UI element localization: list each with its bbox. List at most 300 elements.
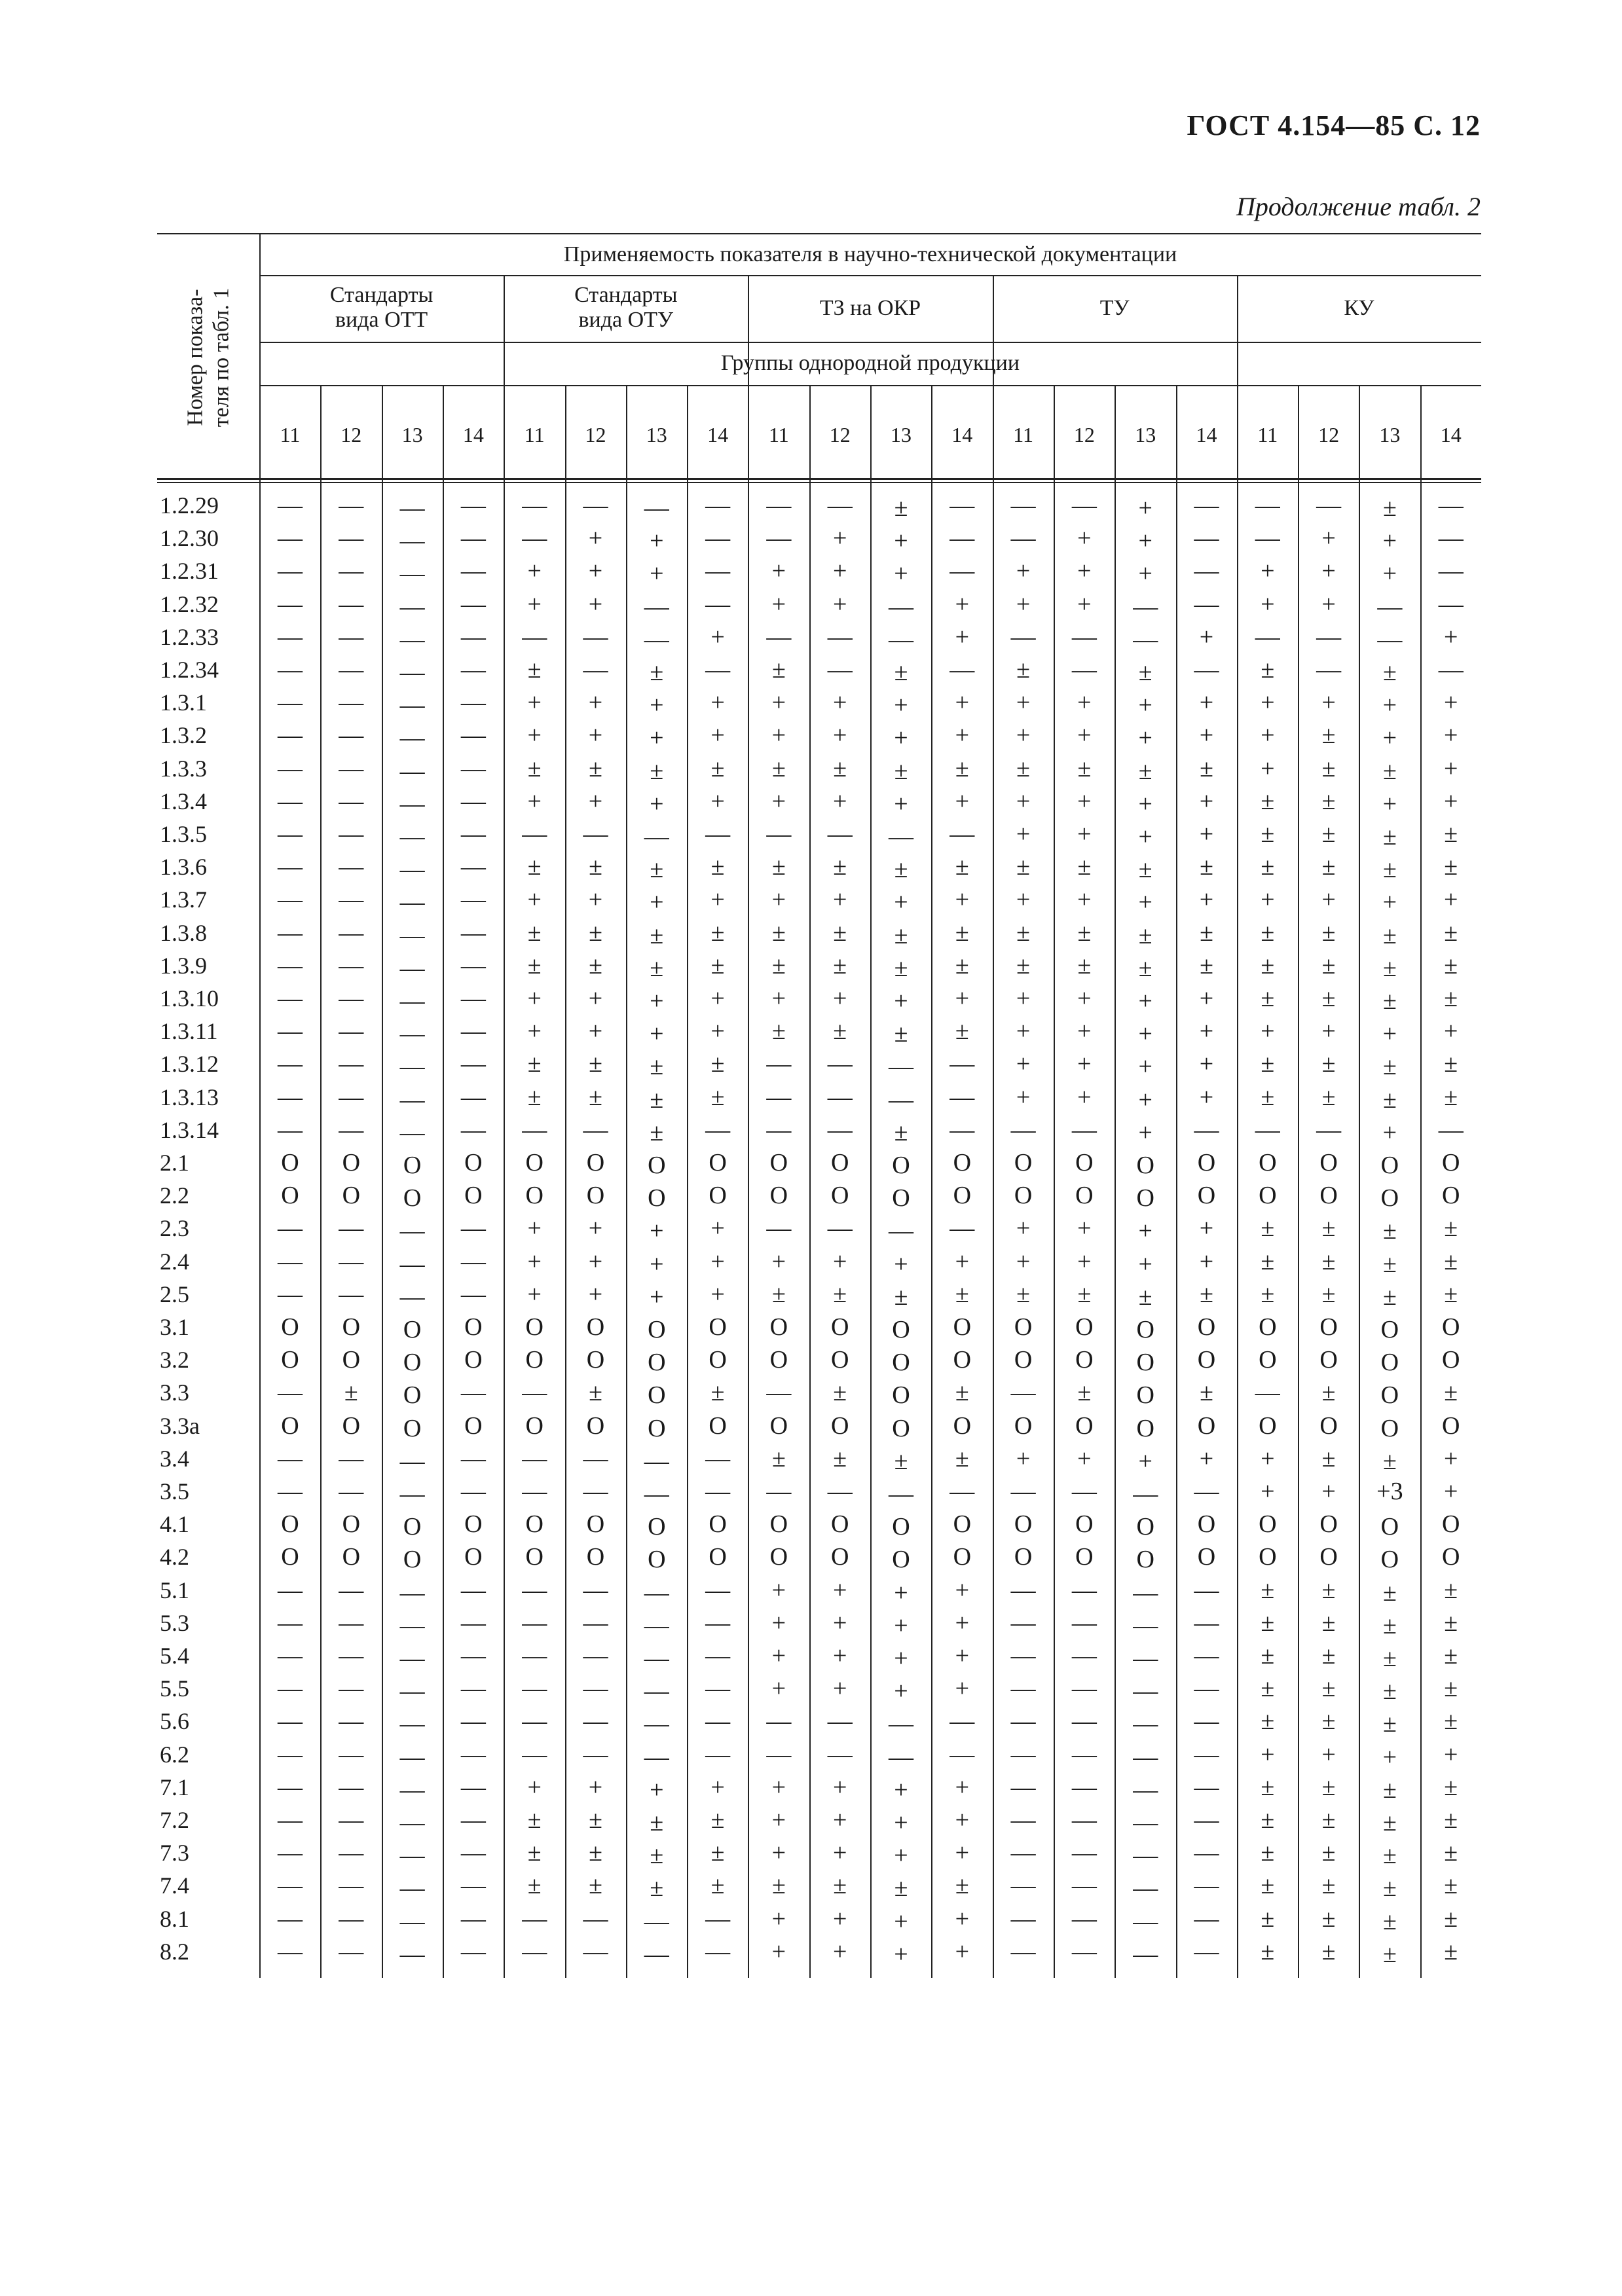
table-cell: + [894,1940,908,1968]
table-cell: O [1441,1543,1460,1571]
table-cell: ± [955,1444,969,1472]
table-cell: O [342,1182,361,1210]
table-cell: — [460,1247,486,1275]
table-cell: ± [955,754,969,782]
table-cell: — [1377,592,1403,621]
table-cell: ± [1444,1937,1458,1965]
table-cell: — [339,1675,364,1703]
table-cell: ± [1138,856,1152,884]
table-cell: — [889,1217,913,1245]
table-cell: O [1380,1316,1399,1343]
table-cell: — [644,823,669,850]
table-cell: + [771,985,786,1012]
table-cell: + [894,987,908,1015]
row-label: 2.5 [160,1281,189,1307]
table-cell: + [1443,1478,1458,1505]
table-cell: ± [1382,987,1397,1015]
table-cell: + [1261,1740,1275,1768]
table-cell: ± [1321,1773,1336,1801]
table-cell: ± [1016,853,1031,881]
table-cell: O [464,1346,483,1374]
row-label: 1.3.5 [160,821,207,847]
table-cell: — [460,1478,486,1505]
table-cell: O [769,1182,788,1210]
table-cell: — [339,1609,364,1637]
table-cell: + [1261,557,1275,585]
table-cell: ± [1321,919,1336,947]
table-cell: ± [1321,1839,1336,1867]
table-cell: O [403,1513,422,1541]
table-cell: ± [1382,1710,1397,1738]
table-cell: O [648,1349,666,1377]
column-number: 13 [401,423,423,446]
table-cell: — [399,1283,425,1311]
table-cell: O [1136,1349,1154,1377]
table-cell: — [1316,1116,1342,1144]
table-cell: — [399,724,425,752]
table-cell: + [588,1773,603,1801]
table-cell: — [460,853,486,881]
table-cell: + [710,1280,725,1308]
table-cell: ± [650,659,664,686]
table-cell: — [460,656,486,683]
table-cell: + [527,590,542,618]
table-cell: + [527,787,542,815]
table-cell: — [949,1083,975,1111]
table-cell: O [586,1510,605,1539]
rule-head-end [157,478,1481,480]
table-cell: + [1138,724,1152,752]
table-cell: O [1136,1381,1154,1410]
table-cell: O [1259,1346,1277,1374]
table-cell: — [705,557,731,585]
table-cell: — [705,1740,731,1768]
table-cell: + [1138,1447,1152,1475]
table-cell: O [1014,1346,1033,1374]
table-cell: — [705,656,731,683]
table-cell: — [949,656,975,683]
table-cell: — [399,954,425,982]
table-cell: ± [589,1050,602,1078]
table-cell: + [955,1576,970,1604]
row-label: 1.2.30 [160,525,219,552]
table-cell: + [771,1839,786,1867]
table-cell: — [399,757,425,785]
table-cell: — [766,524,792,553]
row-label: 1.3.7 [160,886,207,913]
table-cell: — [583,492,608,519]
column-number: 14 [1440,423,1462,446]
table-cell: O [1136,1184,1154,1212]
table-cell: — [460,492,486,519]
table-cell: ± [710,1806,725,1834]
table-cell: + [1199,1444,1214,1472]
table-cell: — [1010,1773,1036,1801]
table-cell: + [771,1904,786,1933]
table-cell: + [832,721,847,750]
table-cell: — [1133,1809,1158,1836]
table-cell: + [588,1247,603,1275]
table-cell: + [1077,886,1092,914]
table-cell: + [1138,691,1152,720]
table-cell: — [583,656,608,683]
table-cell: + [650,1250,664,1278]
table-cell: O [1075,1510,1094,1539]
table-cell: — [460,1379,486,1407]
table-cell: + [1199,787,1214,815]
table-cell: — [1071,1872,1097,1900]
table-cell: O [892,1414,910,1442]
table-cell: ± [894,1283,908,1311]
table-cell: ± [344,1379,358,1407]
table-cell: O [464,1149,483,1176]
table-cell: ± [1382,1645,1397,1672]
table-cell: ± [833,1379,847,1407]
table-cell: ± [1016,656,1031,683]
table-cell: ± [1444,1839,1458,1867]
table-cell: ± [527,919,542,947]
table-cell: O [648,1152,666,1179]
table-cell: + [1199,1247,1214,1275]
table-cell: + [1443,1740,1458,1768]
table-cell: ± [1138,659,1152,686]
table-cell: ± [1321,721,1336,750]
table-cell: — [460,689,486,717]
table-cell: — [766,623,792,651]
table-cell: — [644,494,669,522]
table-cell: ± [1261,1576,1275,1604]
table-cell: O [1197,1412,1216,1440]
table-cell: — [339,1806,364,1834]
row-label: 1.3.3 [160,755,207,782]
table-cell: — [1194,524,1219,553]
row-label: 3.3а [160,1412,200,1439]
table-cell: — [1438,590,1464,618]
table-cell: O [1319,1149,1338,1176]
table-cell: ± [1382,856,1397,884]
table-cell: O [1014,1543,1033,1571]
row-label: 3.5 [160,1478,189,1504]
table-cell: — [1071,1806,1097,1834]
table-cell: — [460,1642,486,1669]
table-cell: ± [1382,1874,1397,1903]
table-cell: — [278,787,303,815]
table-cell: O [525,1182,544,1210]
table-cell: + [588,590,603,618]
table-cell: ± [1444,853,1458,881]
table-cell: ± [1444,1609,1458,1637]
table-cell: — [278,1083,303,1111]
table-cell: O [342,1510,361,1539]
table-cell: — [1194,656,1219,683]
table-cell: + [1016,689,1031,717]
row-label: 1.3.1 [160,689,207,716]
table-cell: — [827,1214,853,1243]
table-cell: + [955,886,970,914]
table-cell: + [894,1677,908,1705]
row-label: 1.3.8 [160,919,207,946]
table-cell: — [766,492,792,519]
table-cell: — [705,1675,731,1703]
table-cell: — [278,1642,303,1669]
table-cell: + [832,985,847,1012]
table-cell: ± [650,1053,664,1081]
table-cell: — [1010,1707,1036,1736]
table-cell: — [399,659,425,686]
table-cell: O [403,1316,422,1343]
table-cell: ± [1321,1214,1336,1243]
table-cell: ± [1444,1773,1458,1801]
table-cell: O [953,1346,972,1374]
table-cell: — [1133,1677,1158,1705]
row-label: 1.3.10 [160,985,219,1011]
row-label: 3.2 [160,1347,189,1374]
table-cell: — [460,1872,486,1900]
table-cell: — [1194,492,1219,519]
table-cell: — [278,820,303,848]
table-cell: — [705,1478,731,1505]
column-number: 11 [768,423,789,446]
table-cell: — [583,623,608,651]
table-cell: O [1197,1346,1216,1374]
table-cell: + [771,1642,786,1669]
table-cell: ± [894,921,908,949]
table-cell: + [650,560,664,588]
table-cell: ± [771,656,786,683]
table-cell: O [709,1510,727,1539]
table-cell: O [892,1381,910,1410]
table-cell: — [399,494,425,522]
table-cell: ± [710,1839,725,1867]
table-cell: + [1138,987,1152,1015]
table-cell: — [460,1576,486,1604]
table-cell: — [827,820,853,848]
header-applicability: Применяемость показателя в научно-технической документации [563,242,1177,266]
table-cell: + [588,787,603,815]
table-cell: + [771,787,786,815]
table-cell: — [399,1118,425,1146]
row-label: 5.5 [160,1675,189,1702]
table-cell: + [1199,1017,1214,1046]
table-cell: — [1010,1642,1036,1669]
table-cell: + [955,1609,970,1637]
table-cell: + [1321,590,1336,618]
row-label: 1.2.33 [160,623,219,650]
table-cell: — [1071,1707,1097,1736]
table-cell: ± [650,921,664,949]
table-cell: ± [650,1874,664,1903]
table-cell: + [894,1578,908,1607]
table-cell: ± [650,1842,664,1870]
table-cell: O [830,1543,849,1571]
table-cell: ± [1321,985,1336,1012]
table-cell: — [1194,1872,1219,1900]
table-cell: O [403,1152,422,1179]
table-cell: + [1382,527,1397,555]
table-cell: ± [894,1020,908,1048]
column-number: 14 [707,423,729,446]
table-cell: + [1199,1214,1214,1243]
table-cell: — [1133,1743,1158,1771]
table-cell: O [1075,1149,1094,1176]
table-cell: O [648,1316,666,1343]
table-cell: + [1382,724,1397,752]
table-cell: — [399,560,425,588]
table-cell: — [339,886,364,914]
table-cell: + [1382,888,1397,917]
table-cell: + [832,689,847,717]
table-cell: + [588,1017,603,1046]
table-cell: ± [589,1083,602,1111]
table-cell: — [1377,625,1403,653]
table-cell: O [892,1349,910,1377]
table-cell: — [644,625,669,653]
row-label: 2.3 [160,1215,189,1242]
table-cell: O [1197,1543,1216,1571]
table-cell: — [278,1609,303,1637]
table-cell: ± [1321,1707,1336,1736]
table-cell: O [648,1546,666,1574]
table-cell: + [1443,754,1458,782]
table-cell: ± [894,1874,908,1903]
table-cell: + [1016,985,1031,1012]
table-cell: ± [1321,1937,1336,1965]
table-cell: ± [1321,1083,1336,1111]
table-cell: — [399,1480,425,1508]
table-cell: + [1016,1083,1031,1111]
table-cell: — [399,1250,425,1278]
table-cell: O [342,1313,361,1341]
table-cell: — [460,623,486,651]
table-cell: O [1075,1543,1094,1571]
table-cell: — [339,1872,364,1900]
column-number: 12 [341,423,362,446]
table-cell: — [399,1776,425,1804]
table-cell: O [342,1543,361,1571]
table-cell: + [894,1645,908,1672]
table-cell: + [1016,1017,1031,1046]
table-cell: O [830,1412,849,1440]
table-cell: ± [1261,1937,1275,1965]
table-cell: — [278,1839,303,1867]
table-cell: O [1380,1184,1399,1212]
table-cell: ± [771,919,786,947]
table-cell: ± [1321,1379,1336,1407]
table-cell: — [949,1214,975,1243]
table-cell: ± [833,853,847,881]
table-cell: ± [1382,1611,1397,1639]
table-cell: ± [833,754,847,782]
rule-head-2 [259,342,1481,343]
table-cell: — [766,820,792,848]
table-cell: O [1441,1182,1460,1210]
row-label: 8.1 [160,1905,189,1932]
row-label: 1.3.9 [160,952,207,979]
table-cell: + [894,1842,908,1870]
table-cell: ± [710,1083,725,1111]
row-label: 3.1 [160,1314,189,1340]
table-cell: — [399,1743,425,1771]
table-cell: — [399,823,425,850]
table-cell: — [1255,1379,1280,1407]
table-cell: — [1255,1116,1280,1144]
row-label: 1.3.13 [160,1084,219,1110]
table-cell: O [1380,1349,1399,1377]
table-cell: O [953,1313,972,1341]
table-cell: — [644,1743,669,1771]
table-cell: + [650,1217,664,1245]
table-cell: + [1261,689,1275,717]
table-cell: + [527,1280,542,1308]
table-cell: — [460,1740,486,1768]
table-cell: O [953,1543,972,1571]
table-cell: — [522,1707,547,1736]
table-cell: O [464,1412,483,1440]
table-cell: — [1071,1675,1097,1703]
table-cell: + [1077,1247,1092,1275]
table-cell: + [1199,623,1214,651]
table-cell: O [709,1543,727,1571]
column-number: 14 [462,423,484,446]
table-cell: ± [1321,1806,1336,1834]
table-cell: ± [1321,1675,1336,1703]
table-cell: — [522,1609,547,1637]
table-cell: — [1071,1839,1097,1867]
table-cell: ± [1382,1907,1397,1935]
row-label: 1.2.32 [160,591,219,617]
table-cell: ± [955,853,969,881]
table-cell: ± [771,754,786,782]
table-cell: — [583,1707,608,1736]
table-cell: O [1136,1152,1154,1179]
table-cell: + [771,1609,786,1637]
table-cell: ± [894,494,908,522]
row-label: 7.3 [160,1840,189,1867]
table-cell: ± [1444,1707,1458,1736]
table-cell: + [710,1214,725,1243]
page-header: ГОСТ 4.154—85 С. 12 [1187,109,1481,141]
table-cell: + [955,689,970,717]
table-cell: — [949,820,975,848]
table-cell: ± [650,856,664,884]
table-cell: ± [1444,1379,1458,1407]
table-cell: — [460,1050,486,1078]
table-cell: + [894,691,908,720]
table-cell: ± [527,1083,542,1111]
table-cell: — [1071,1642,1097,1669]
table-cell: ± [710,853,725,881]
table-cell: — [399,691,425,720]
table-cell: — [1010,1806,1036,1834]
table-cell: — [583,1609,608,1637]
row-number-header [157,237,259,478]
table-cell: — [460,1773,486,1801]
table-cell: + [527,689,542,717]
table-cell: — [339,1247,364,1275]
table-cell: — [1071,1576,1097,1604]
table-cell: — [1010,492,1036,519]
table-cell: — [399,1020,425,1048]
table-cell: O [1319,1543,1338,1571]
table-cell: — [827,1478,853,1505]
table-cell: O [892,1184,910,1212]
table-cell: — [339,754,364,782]
table-cell: — [1133,1578,1158,1607]
table-cell: O [586,1412,605,1440]
table-cell: + [1261,1444,1275,1472]
row-label: 1.3.2 [160,722,207,749]
table-cell: + [710,787,725,815]
